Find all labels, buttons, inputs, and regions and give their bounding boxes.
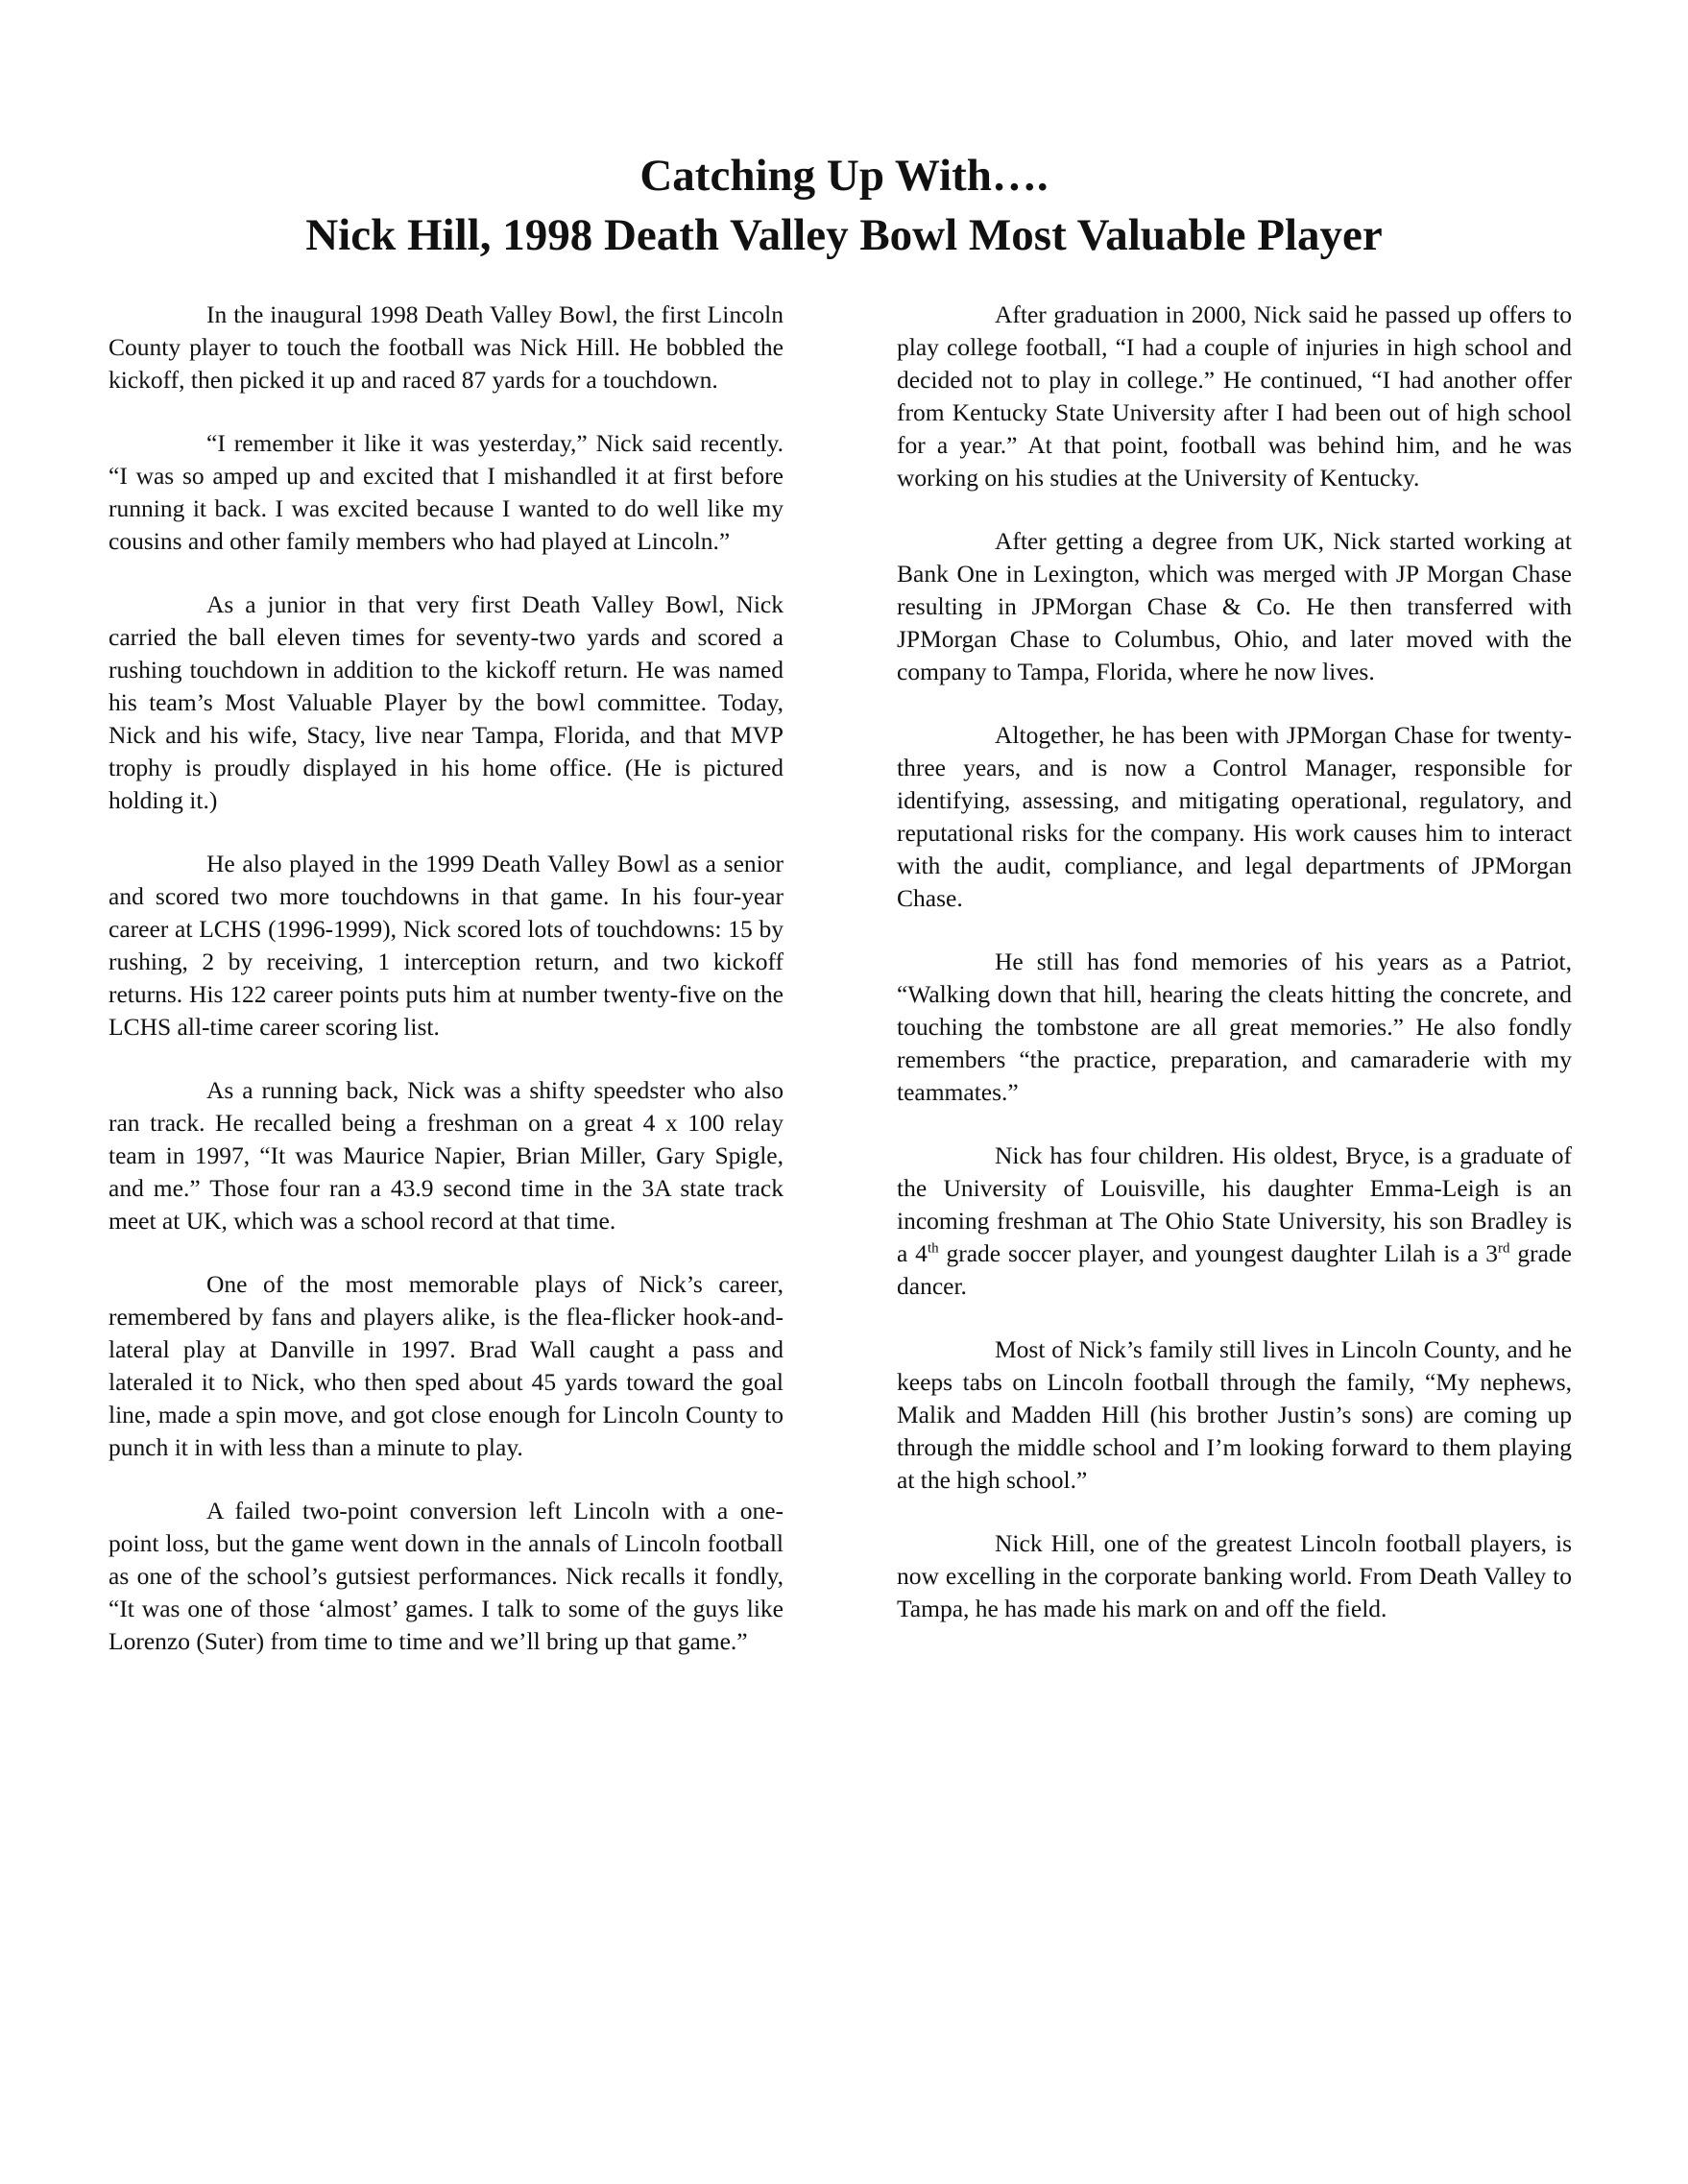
paragraph-junior-mvp: As a junior in that very first Death Valley Bowl, Nick carried the ball eleven times for seventy-two yards and scored a rushing touchdown in addition to the kickoff return. He was named his team’s Most Valuable Player by the bowl committee. Today, Nick and his wife, Stacy, live near Tampa, Florida, and that MVP trophy is proudly displayed in his home office. (He is pictured holding it.) [109,590,784,814]
paragraph-memorable-play: One of the most memorable plays of Nick’s career, remembered by fans and players alike, is the flea-flicker hook-and-lateral play at Danville in 1997. Brad Wall caught a pass and lateraled it to Nick, who then sped about 45 yards toward the goal line, made a spin move, and got close enough for Lincoln County to punch it in with less than a minute to play. [109,1270,784,1461]
paragraph-patriot-memories: He still has fond memories of his years as a Patriot, “Walking down that hill, hearing the cleats hitting the concrete, and touching the tombstone are all great memories.” He also fondly remembers “the practice, preparation, and camaraderie with my teammates.” [897,948,1572,1106]
paragraph-kickoff-return: In the inaugural 1998 Death Valley Bowl, the first Lincoln County player to touch the football was Nick Hill. He bobbled the kickoff, then picked it up and raced 87 yards for a touchdown. [109,300,784,394]
paragraph-control-manager: Altogether, he has been with JPMorgan Chase for twenty-three years, and is now a Control Manager, responsible for identifying, assessing, and mitigating operational, regulatory, and reputational risks for the company. His work causes him to interact with the audit, compliance, and legal departments of JPMorgan Chase. [897,721,1572,912]
paragraph-two-point-conversion: A failed two-point conversion left Lincoln with a one-point loss, but the game went down in the annals of Lincoln football as one of the school’s gutsiest performances. Nick recalls it fondly, “It was one of those ‘almost’ games. I talk to some of the guys like Lorenzo (Suter) from time to time and we’ll bring up that game.” [109,1497,784,1655]
children-text-part-3: grade dancer. [897,1239,1573,1300]
paragraph-remember-quote: “I remember it like it was yesterday,” Nick said recently. “I was so amped up and excited that I mishandled it at first before running it back. I was excited because I wanted to do well like my cousins and other family members who had played at Lincoln.” [109,429,784,555]
right-column [897,299,1572,1656]
paragraph-closing: Nick Hill, one of the greatest Lincoln football players, is now excelling in the corporate banking world. From Death Valley to Tampa, he has made his mark on and off the field. [897,1529,1572,1622]
paragraph-career-stats: He also played in the 1999 Death Valley Bowl as a senior and scored two more touchdowns in that game. In his four-year career at LCHS (1996-1999), Nick scored lots of touchdowns: 15 by rushing, 2 by receiving, 1 interception return, and two kickoff returns. His 122 career points puts him at number twenty-five on the LCHS all-time career scoring list. [109,850,784,1041]
children-text-part-2: grade soccer player, and youngest daughter Lilah is a 3 [938,1239,1499,1267]
article-title-line-1: Catching Up With…. [639,151,1049,201]
paragraph-relay-team: As a running back, Nick was a shifty speedster who also ran track. He recalled being a freshman on a great 4 x 100 relay team in 1997, “It was Maurice Napier, Brian Miller, Gary Spigle, and me.” Those four ran a 43.9 second time in the 3A state track meet at UK, which was a school record at that time. [109,1076,784,1235]
paragraph-family-lincoln: Most of Nick’s family still lives in Lincoln County, and he keeps tabs on Lincoln football through the family, “My nephews, Malik and Madden Hill (his brother Justin’s sons) are coming up through the middle school and I’m looking forward to them playing at the high school.” [897,1335,1572,1494]
paragraph-banking-career: After getting a degree from UK, Nick started working at Bank One in Lexington, which was merged with JP Morgan Chase resulting in JPMorgan Chase & Co. He then transferred with JPMorgan Chase to Columbus, Ohio, and later moved with the company to Tampa, Florida, where he now lives. [897,527,1572,685]
ordinal-suffix-th: th [927,1240,939,1257]
article-title-line-2: Nick Hill, 1998 Death Valley Bowl Most Valuable Player [305,210,1383,260]
children-text-part-1: Nick has four children. His oldest, Bryce, is a graduate of the University of Louisville, his daughter Emma-Leigh is an incoming freshman at The Ohio State University, his son Bradley is a 4 [897,1141,1572,1267]
left-column [109,299,784,1689]
paragraph-graduation: After graduation in 2000, Nick said he passed up offers to play college football, “I had a couple of injuries in high school and decided not to play in college.” He continued, “I had another offer from Kentucky State University after I had been out of high school for a year.” At that point, football was behind him, and he was working on his studies at the University of Kentucky. [897,300,1572,492]
ordinal-suffix-rd: rd [1498,1240,1510,1257]
paragraph-children [897,1140,1572,1303]
